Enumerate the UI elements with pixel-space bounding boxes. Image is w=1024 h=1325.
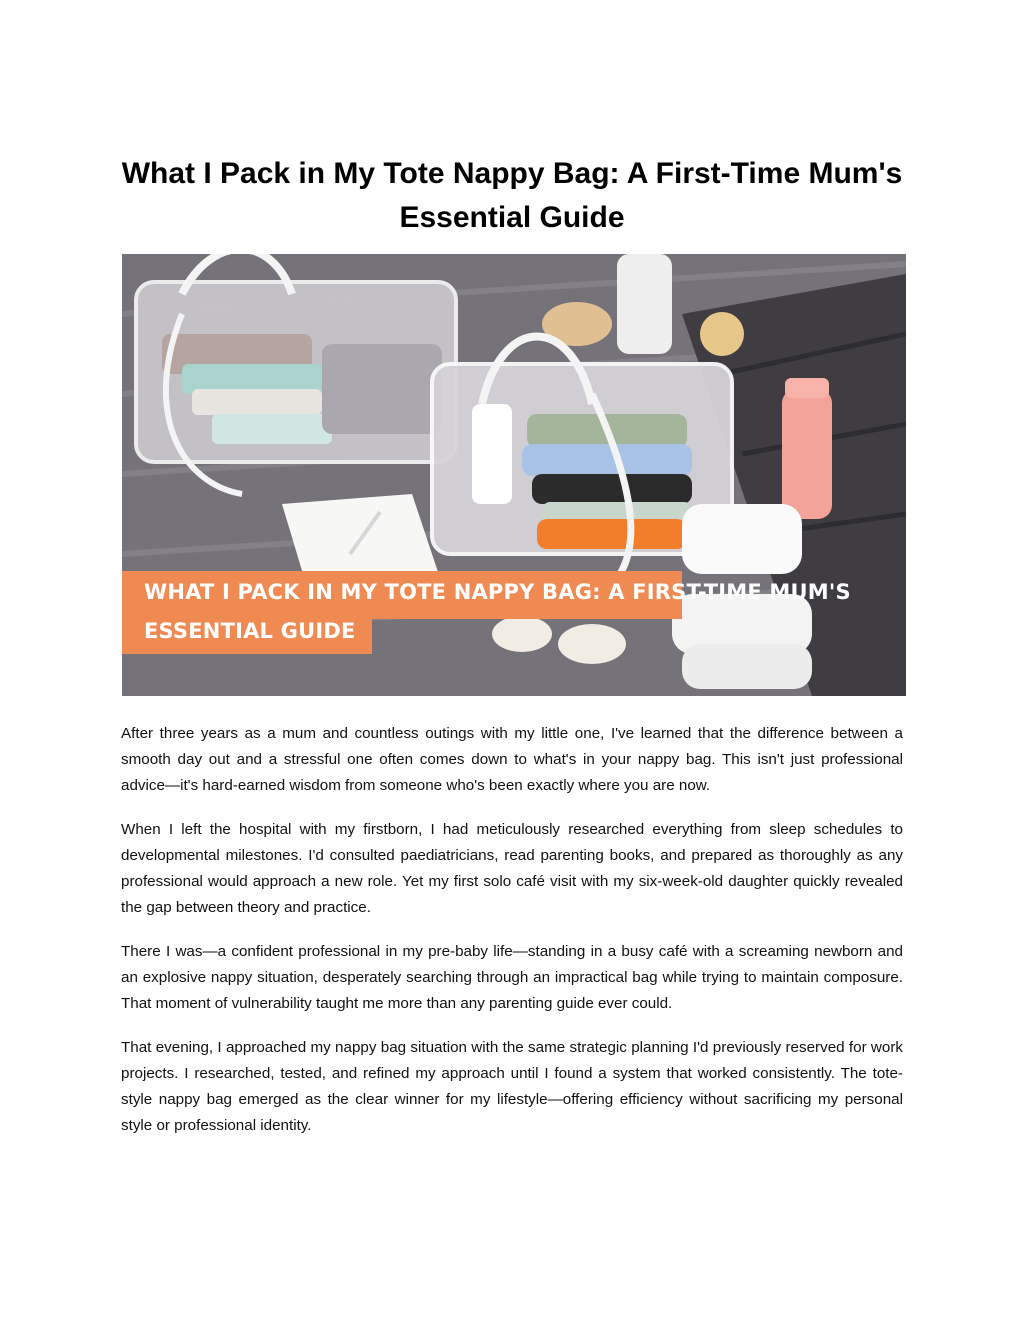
banner-title-line-2: ESSENTIAL GUIDE [144, 619, 356, 643]
banner-title-line-1: WHAT I PACK IN MY TOTE NAPPY BAG: A FIRST-TIME MUM'S [144, 580, 851, 604]
hero-image [122, 254, 906, 696]
article-title: What I Pack in My Tote Nappy Bag: A First-Time Mum's Essential Guide [121, 157, 903, 234]
paragraph: When I left the hospital with my firstborn, I had meticulously researched everything from sleep schedules to developmental milestones. I'd consulted paediatricians, read parenting books, and prepared as thoroughly as any professional would approach a new role. Yet my first solo café visit with my six-week-old daughter quickly revealed the gap between theory and practice. [121, 821, 903, 916]
paragraph: That evening, I approached my nappy bag situation with the same strategic planning I'd previously reserved for work projects. I researched, tested, and refined my approach until I found a system that worked consistently. The tote-style nappy bag emerged as the clear winner for my lifestyle—offering efficiency without sacrificing my personal style or professional identity. [121, 1039, 903, 1134]
paragraph: There I was—a confident professional in my pre-baby life—standing in a busy café with a screaming newborn and an explosive nappy situation, desperately searching through an impractical bag while trying to maintain composure. That moment of vulnerability taught me more than any parenting guide ever could. [121, 943, 903, 1012]
article-body [121, 721, 903, 1157]
paragraph: After three years as a mum and countless outings with my little one, I've learned that the difference between a smooth day out and a stressful one often comes down to what's in your nappy bag. This isn't just professional advice—it's hard-earned wisdom from someone who's been exactly where you are now. [121, 725, 903, 794]
